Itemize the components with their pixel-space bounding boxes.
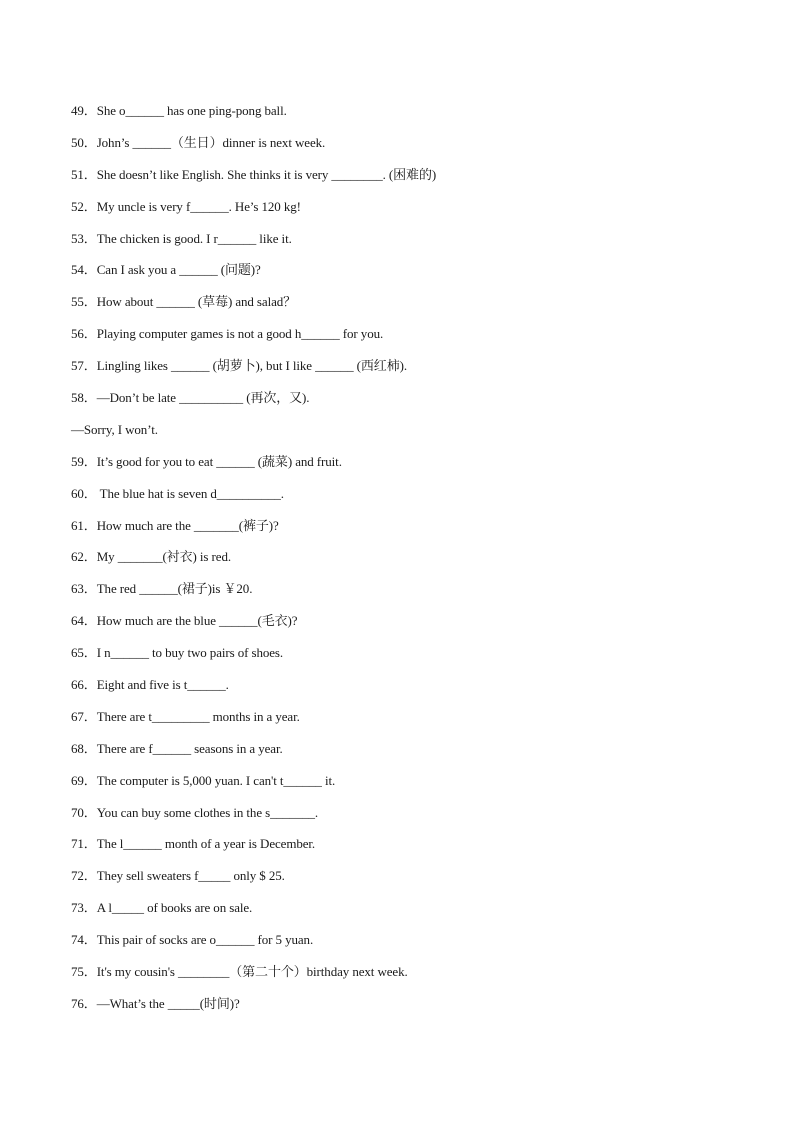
exercise-68: 68．There are f______ seasons in a year. <box>71 740 283 756</box>
exercise-58: 58．—Don’t be late __________ (再次，又). <box>71 390 310 406</box>
exercise-64: 64．How much are the blue ______(毛衣)? <box>71 613 298 629</box>
exercise-74: 74．This pair of socks are o______ for 5 yuan. <box>71 932 314 948</box>
exercise-67: 67．There are t_________ months in a year. <box>71 708 300 724</box>
exercise-65: 65．I n______ to buy two pairs of shoes. <box>71 645 284 661</box>
exercise-71: 71．The l______ month of a year is December. <box>71 836 316 852</box>
exercise-57: 57．Lingling likes ______ (胡萝卜), but I like ______ (西红柿). <box>71 358 407 374</box>
exercise-62: 62．My _______(衬衣) is red. <box>71 549 231 565</box>
exercise-56: 56．Playing computer games is not a good h______ for you. <box>71 326 384 342</box>
exercise-59: 59．It’s good for you to eat ______ (蔬菜) and fruit. <box>71 453 342 469</box>
exercise-72: 72．They sell sweaters f_____ only $ 25. <box>71 868 285 884</box>
exercise-58-reply: —Sorry, I won’t. <box>71 421 158 437</box>
exercise-70: 70．You can buy some clothes in the s_______. <box>71 804 319 820</box>
exercise-55: 55．How about ______ (草莓) and salad？ <box>71 294 297 310</box>
exercise-69: 69．The computer is 5,000 yuan. I can't t______ it. <box>71 772 336 788</box>
exercise-66: 66．Eight and five is t______. <box>71 677 229 693</box>
exercise-53: 53．The chicken is good. I r______ like it. <box>71 230 292 246</box>
exercise-49: 49．She o______ has one ping-pong ball. <box>71 103 287 118</box>
exercise-52: 52．My uncle is very f______. He’s 120 kg! <box>71 198 301 214</box>
exercise-76: 76．—What’s the _____(时间)? <box>71 995 240 1011</box>
exercise-60: 60． The blue hat is seven d__________. <box>71 485 284 501</box>
exercise-51: 51．She doesn’t like English. She thinks it is very ________. (困难的) <box>71 166 437 182</box>
exercise-61: 61．How much are the _______(裤子)? <box>71 517 279 533</box>
exercise-50: 50．John’s ______（生日）dinner is next week. <box>71 134 326 150</box>
exercise-list <box>71 101 761 1026</box>
exercise-75: 75．It's my cousin's ________（第二十个）birthday next week. <box>71 964 408 980</box>
exercise-54: 54．Can I ask you a ______ (问题)? <box>71 262 261 278</box>
exercise-63: 63．The red ______(裙子)is ￥20. <box>71 581 253 597</box>
exercise-73: 73．A l_____ of books are on sale. <box>71 900 253 916</box>
